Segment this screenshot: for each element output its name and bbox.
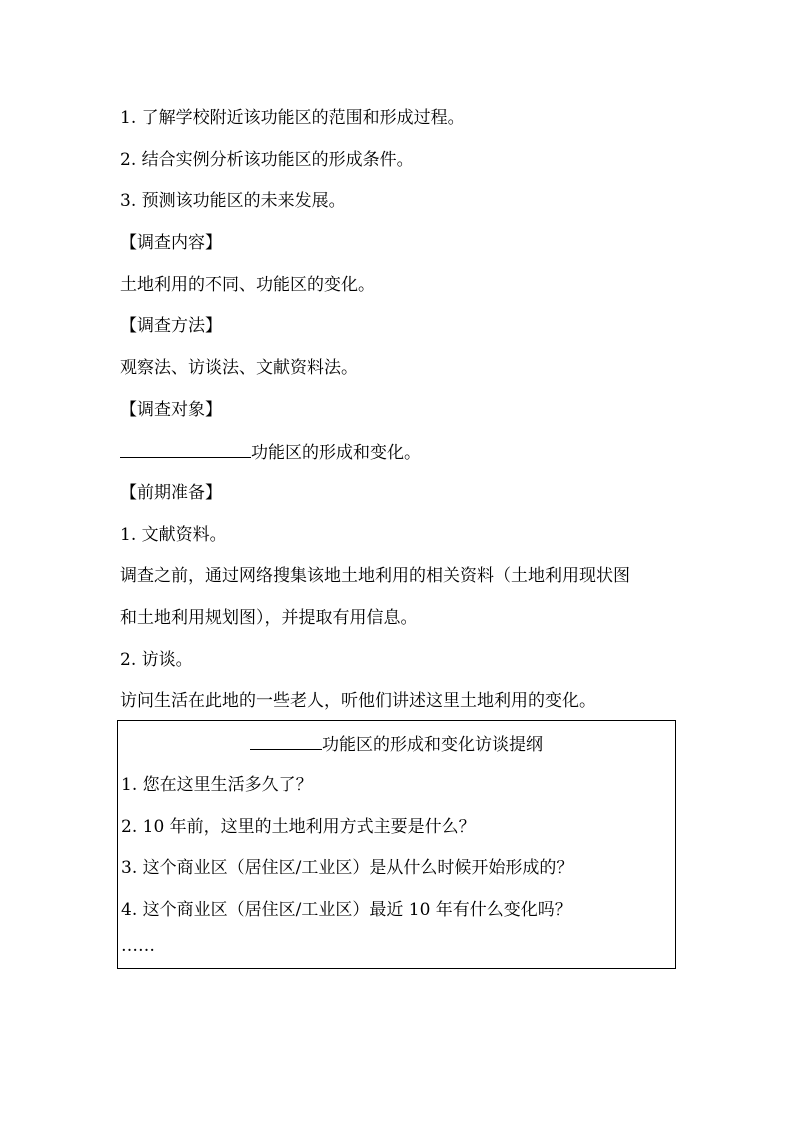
objective-1: 1. 了解学校附近该功能区的范围和形成过程。 bbox=[120, 108, 465, 128]
interview-outline-box bbox=[117, 720, 676, 969]
content-text: 土地利用的不同、功能区的变化。 bbox=[120, 275, 375, 295]
object-blank[interactable] bbox=[120, 439, 251, 458]
prep-item-2-text: 访问生活在此地的一些老人，听他们讲述这里土地利用的变化。 bbox=[120, 691, 596, 711]
prep-item-1-text-line-1: 调查之前，通过网络搜集该地土地利用的相关资料（土地利用现状图 bbox=[120, 566, 630, 586]
prep-item-1-text-line-2: 和土地利用规划图），并提取有用信息。 bbox=[120, 608, 418, 628]
object-line bbox=[120, 439, 421, 465]
interview-ellipsis: …… bbox=[121, 936, 155, 956]
prep-item-1: 1. 文献资料。 bbox=[120, 525, 227, 545]
interview-question-4: 4. 这个商业区（居住区/工业区）最近 10 年有什么变化吗？ bbox=[121, 900, 572, 920]
content-heading: 【调查内容】 bbox=[120, 233, 222, 253]
method-text: 观察法、访谈法、文献资料法。 bbox=[120, 358, 358, 378]
objective-2: 2. 结合实例分析该功能区的形成条件。 bbox=[120, 150, 414, 170]
interview-question-3: 3. 这个商业区（居住区/工业区）是从什么时候开始形成的？ bbox=[121, 858, 574, 878]
interview-title-text: 功能区的形成和变化访谈提纲 bbox=[322, 735, 543, 755]
interview-question-2: 2. 10 年前，这里的土地利用方式主要是什么？ bbox=[121, 817, 476, 837]
objective-3: 3. 预测该功能区的未来发展。 bbox=[120, 191, 346, 211]
interview-outline-title bbox=[118, 731, 675, 757]
prep-item-2: 2. 访谈。 bbox=[120, 650, 193, 670]
object-text: 功能区的形成和变化。 bbox=[251, 443, 421, 463]
interview-title-blank[interactable] bbox=[250, 731, 322, 750]
method-heading: 【调查方法】 bbox=[120, 316, 222, 336]
object-heading: 【调查对象】 bbox=[120, 400, 222, 420]
interview-question-1: 1. 您在这里生活多久了？ bbox=[121, 775, 313, 795]
prep-heading: 【前期准备】 bbox=[120, 483, 222, 503]
